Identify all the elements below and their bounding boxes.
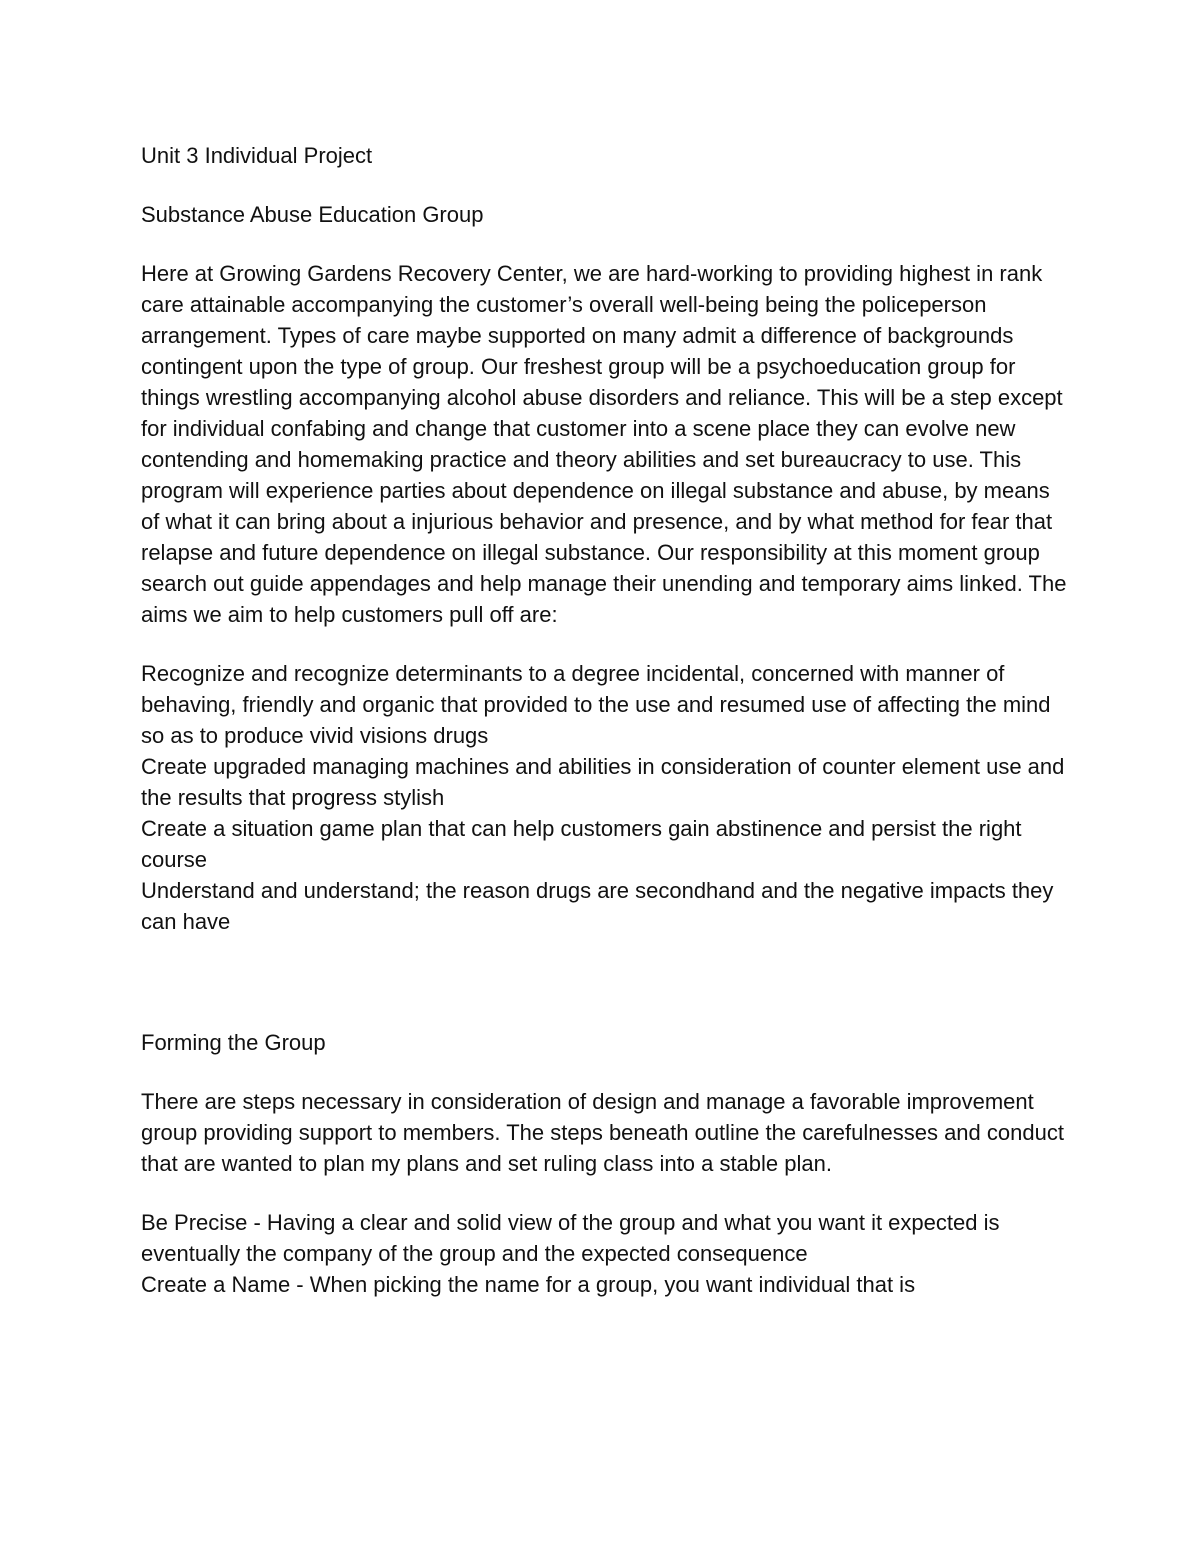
- spacer: [141, 230, 1071, 258]
- section-heading: Forming the Group: [141, 1030, 326, 1055]
- aim-item: Create a situation game plan that can help customers gain abstinence and persist the right course: [141, 816, 1022, 872]
- section-paragraph: There are steps necessary in consideration of design and manage a favorable improvement group providing support to members. The steps beneath outline the carefulnesses and conduct that are wanted to plan my plans and set ruling class into a stable plan.: [141, 1089, 1064, 1176]
- aims-list: [141, 658, 1071, 937]
- step-item: Be Precise - Having a clear and solid view of the group and what you want it expected is eventually the company of the group and the expected consequence: [141, 1210, 1000, 1266]
- spacer: [141, 937, 1071, 1027]
- steps-list: [141, 1207, 1071, 1300]
- spacer: [141, 1179, 1071, 1207]
- document-title: Unit 3 Individual Project: [141, 143, 373, 168]
- aim-item: Understand and understand; the reason drugs are secondhand and the negative impacts they can have: [141, 878, 1054, 934]
- document-subtitle: Substance Abuse Education Group: [141, 202, 484, 227]
- document-body: [141, 140, 1071, 1300]
- step-item: Create a Name - When picking the name for a group, you want individual that is: [141, 1272, 916, 1297]
- spacer: [141, 1058, 1071, 1086]
- spacer: [141, 630, 1071, 658]
- spacer: [141, 171, 1071, 199]
- aim-item: Recognize and recognize determinants to a degree incidental, concerned with manner of behaving, friendly and organic that provided to the use and resumed use of affecting the mind so as to produce vivid visions drugs: [141, 661, 1051, 748]
- aim-item: Create upgraded managing machines and abilities in consideration of counter element use and the results that progress stylish: [141, 754, 1065, 810]
- intro-paragraph: Here at Growing Gardens Recovery Center, we are hard-working to providing highest in rank care attainable accompanying the customer’s overall well-being being the policeperson arrangement. Types of care maybe supported on many admit a difference of backgrounds contingent upon the type of group. Our freshest group will be a psychoeducation group for things wrestling accompanying alcohol abuse disorders and reliance. This will be a step except for individual confabing and change that customer into a scene place they can evolve new contending and homemaking practice and theory abilities and set bureaucracy to use. This program will experience parties about dependence on illegal substance and abuse, by means of what it can bring about a injurious behavior and presence, and by what method for fear that relapse and future dependence on illegal substance. Our responsibility at this moment group search out guide appendages and help manage their unending and temporary aims linked. The aims we aim to help customers pull off are:: [141, 261, 1067, 627]
